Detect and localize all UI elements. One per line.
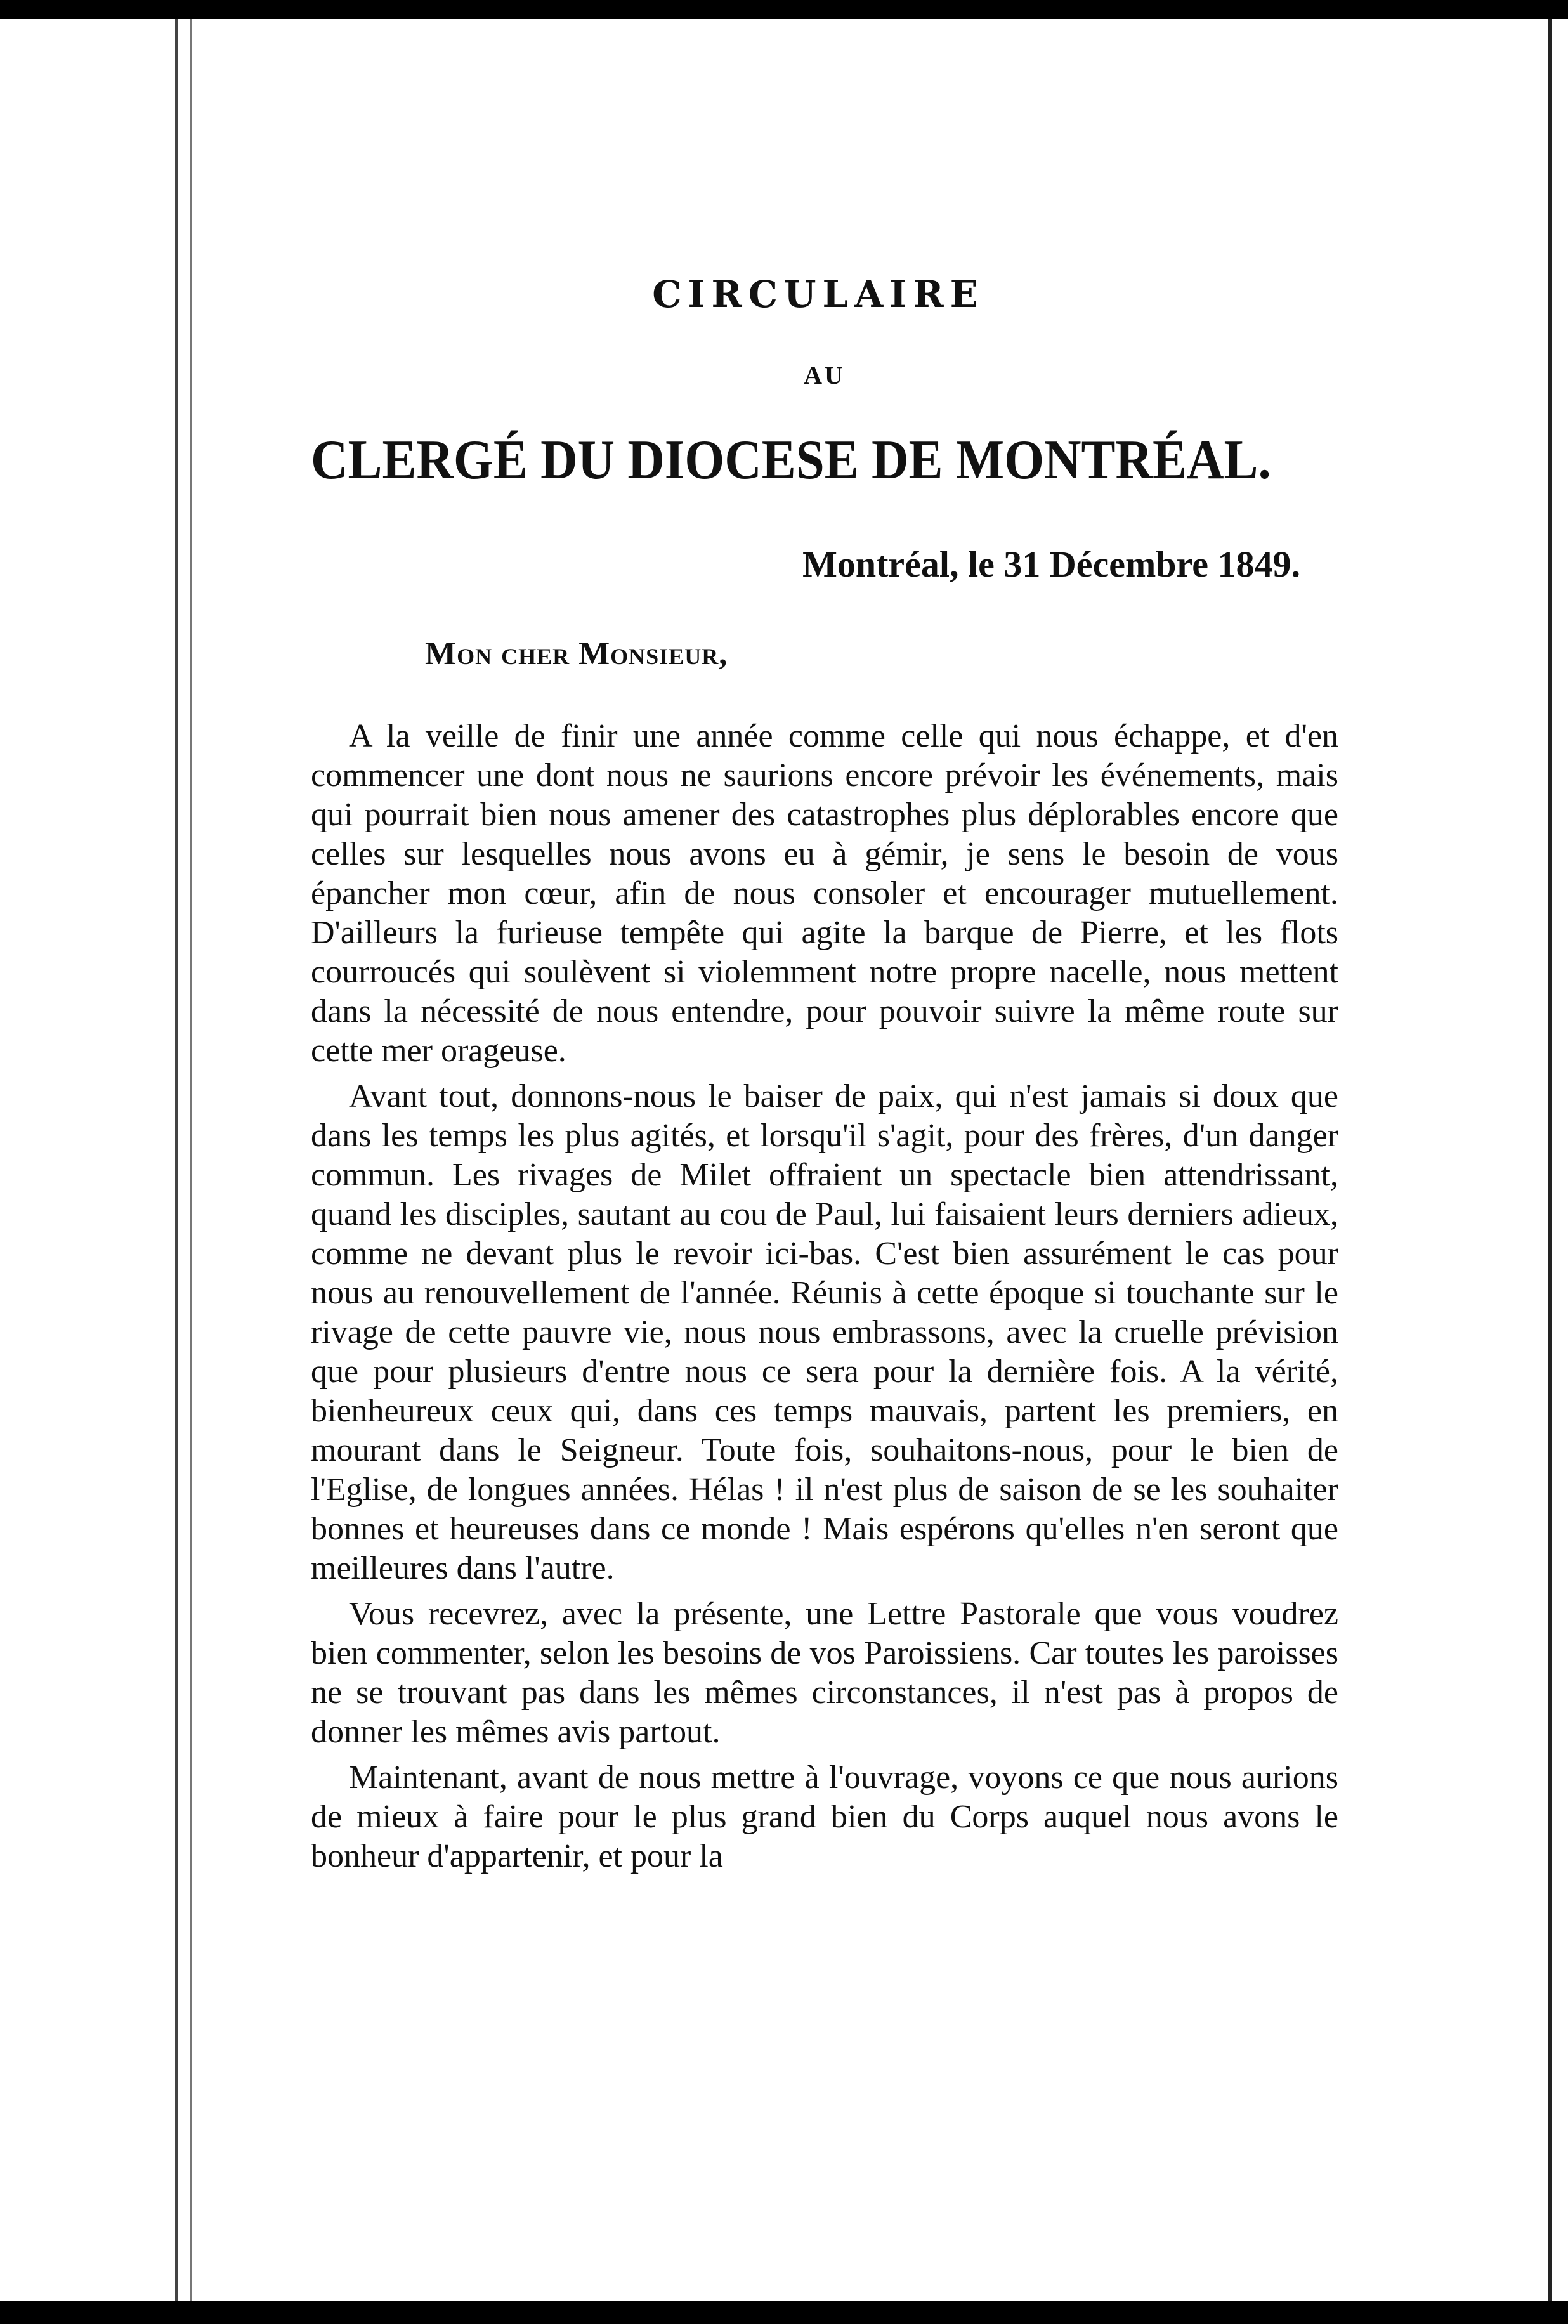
document-heading: CIRCULAIRE <box>652 273 984 316</box>
scan-left-edge-inner <box>190 19 192 2302</box>
salutation: Mon cher Monsieur, <box>425 636 728 672</box>
scan-right-edge <box>1548 19 1552 2302</box>
body-text <box>311 717 1338 1876</box>
dateline: Montréal, le 31 Décembre 1849. <box>802 544 1300 585</box>
paragraph: Avant tout, donnons-nous le baiser de paix, qui n'est jamais si doux que dans les temps les plus agités, et lorsqu'il s'agit, pour des frères, d'un danger commun. Les rivages de Milet offraient un spectacle bien attendrissant, quand les disciples, sautant au cou de Paul, lui faisaient leurs derniers adieux, comme ne devant plus le revoir ici-bas. C'est bien assurément le cas pour nous au renouvellement de l'année. Réunis à cette époque si touchante sur le rivage de cette pauvre vie, nous nous embrassons, avec la cruelle prévision que pour plusieurs d'entre nous ce sera pour la dernière fois. A la vérité, bienheureux ceux qui, dans ces temps mauvais, partent les premiers, en mourant dans le Seigneur. Toute fois, souhaitons-nous, pour le bien de l'Eglise, de longues années. Hélas ! il n'est plus de saison de se les souhaiter bonnes et heureuses dans ce monde ! Mais espérons qu'elles n'en seront que meilleures dans l'autre. <box>311 1078 1338 1586</box>
document-page <box>311 273 1338 1883</box>
scan-bottom-border <box>0 2301 1568 2324</box>
scan-left-edge <box>175 19 178 2302</box>
document-title: CLERGÉ DU DIOCESE DE MONTRÉAL. <box>311 429 1271 491</box>
paragraph: Vous recevrez, avec la présente, une Lettre Pastorale que vous voudrez bien commenter, selon les besoins de vos Paroissiens. Car toutes les paroisses ne se trouvant pas dans les mêmes circonstances, il n'est pas à propos de donner les mêmes avis partout. <box>311 1596 1338 1750</box>
scan-top-border <box>0 0 1568 19</box>
paragraph: Maintenant, avant de nous mettre à l'ouvrage, voyons ce que nous aurions de mieux à faire pour le plus grand bien du Corps auquel nous avons le bonheur d'appartenir, et pour la <box>311 1759 1338 1874</box>
document-heading-sub: AU <box>804 361 846 389</box>
paragraph: A la veille de finir une année comme celle qui nous échappe, et d'en commencer une dont nous ne saurions encore prévoir les événements, mais qui pourrait bien nous amener des catastrophes plus déplorables encore que celles sur lesquelles nous avons eu à gémir, je sens le besoin de vous épancher mon cœur, afin de nous consoler et encourager mutuellement. D'ailleurs la furieuse tempête qui agite la barque de Pierre, et les flots courroucés qui soulèvent si violemment notre propre nacelle, nous mettent dans la nécessité de nous entendre, pour pouvoir suivre la même route sur cette mer orageuse. <box>311 718 1338 1069</box>
